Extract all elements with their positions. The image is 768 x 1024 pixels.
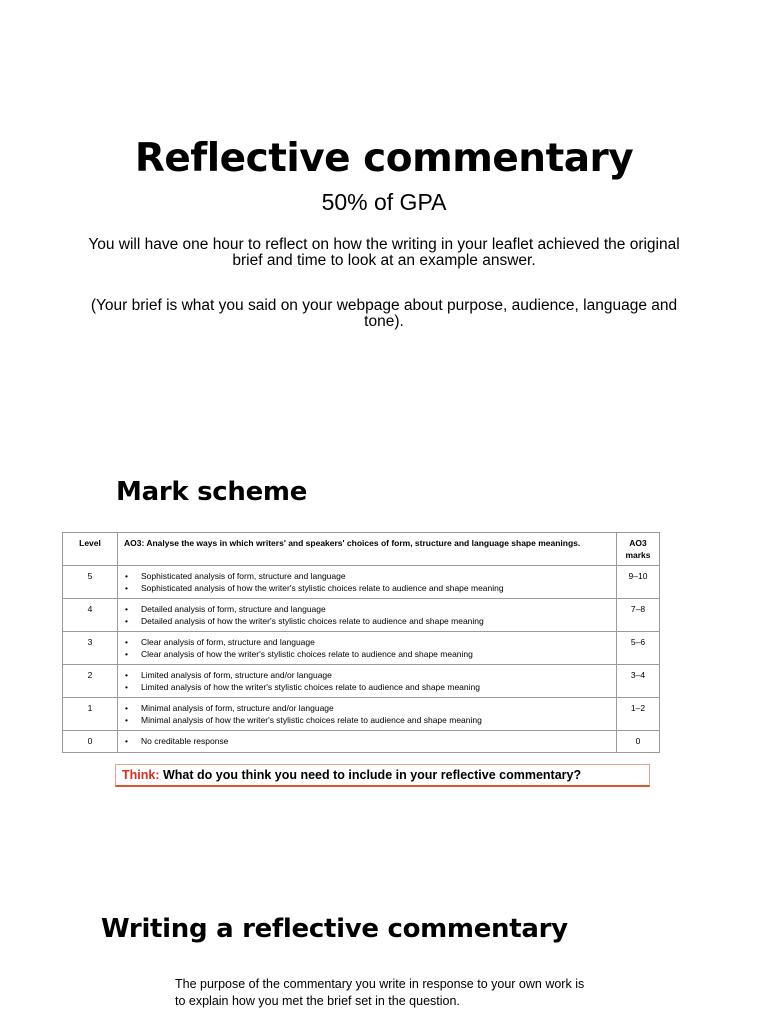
marks-cell: 1–2 [617, 698, 660, 731]
table-row [63, 698, 660, 731]
marks-cell: 0 [617, 731, 660, 753]
table-row [63, 632, 660, 665]
intro-paragraph: You will have one hour to reflect on how the writing in your leaflet achieved the original brief and time to look at an example answer. [88, 236, 680, 269]
level-cell: 3 [63, 632, 118, 665]
level-cell: 5 [63, 566, 118, 599]
criteria-cell [118, 599, 617, 632]
criteria-bullet: • Limited analysis of form, structure and/or language [124, 669, 610, 681]
criteria-cell [118, 698, 617, 731]
criteria-bullet: • Minimal analysis of form, structure and/or language [124, 702, 610, 714]
criteria-bullet: • Clear analysis of how the writer's stylistic choices relate to audience and shape meaning [124, 648, 610, 660]
writing-commentary-heading: Writing a reflective commentary [101, 914, 568, 944]
level-cell: 2 [63, 665, 118, 698]
table-row [63, 731, 660, 753]
criteria-bullet: • Sophisticated analysis of how the writer's stylistic choices relate to audience and shape meaning [124, 582, 610, 594]
criteria-cell [118, 566, 617, 599]
table-header-row [63, 533, 660, 566]
criteria-column-header: AO3: Analyse the ways in which writers' and speakers' choices of form, structure and language shape meanings. [118, 533, 617, 566]
think-prompt-box [115, 764, 650, 787]
criteria-bullet: • Minimal analysis of how the writer's stylistic choices relate to audience and shape meaning [124, 714, 610, 726]
criteria-cell [118, 665, 617, 698]
brief-note-paragraph: (Your brief is what you said on your webpage about purpose, audience, language and tone). [90, 297, 678, 330]
table-row [63, 665, 660, 698]
criteria-bullet: • No creditable response [124, 735, 610, 747]
criteria-bullet: • Detailed analysis of how the writer's stylistic choices relate to audience and shape meaning [124, 615, 610, 627]
level-column-header: Level [63, 533, 118, 566]
page-title: Reflective commentary [134, 136, 634, 181]
marks-cell: 7–8 [617, 599, 660, 632]
commentary-purpose-text: The purpose of the commentary you write in response to your own work is to explain how you met the brief set in the question. [175, 977, 585, 1008]
mark-scheme-table [62, 532, 660, 753]
level-cell: 4 [63, 599, 118, 632]
marks-cell: 3–4 [617, 665, 660, 698]
table-row [63, 566, 660, 599]
criteria-cell [118, 731, 617, 753]
marks-cell: 9–10 [617, 566, 660, 599]
page-subtitle: 50% of GPA [321, 189, 447, 215]
level-cell: 0 [63, 731, 118, 753]
criteria-bullet: • Sophisticated analysis of form, structure and language [124, 570, 610, 582]
criteria-bullet: • Limited analysis of how the writer's stylistic choices relate to audience and shape meaning [124, 681, 610, 693]
level-cell: 1 [63, 698, 118, 731]
criteria-bullet: • Detailed analysis of form, structure and language [124, 603, 610, 615]
mark-scheme-heading: Mark scheme [116, 477, 308, 507]
marks-column-header: AO3 marks [617, 533, 660, 566]
criteria-bullet: • Clear analysis of form, structure and language [124, 636, 610, 648]
think-question: What do you think you need to include in your reflective commentary? [162, 768, 582, 782]
criteria-cell [118, 632, 617, 665]
marks-cell: 5–6 [617, 632, 660, 665]
table-row [63, 599, 660, 632]
think-label: Think: [122, 768, 160, 782]
